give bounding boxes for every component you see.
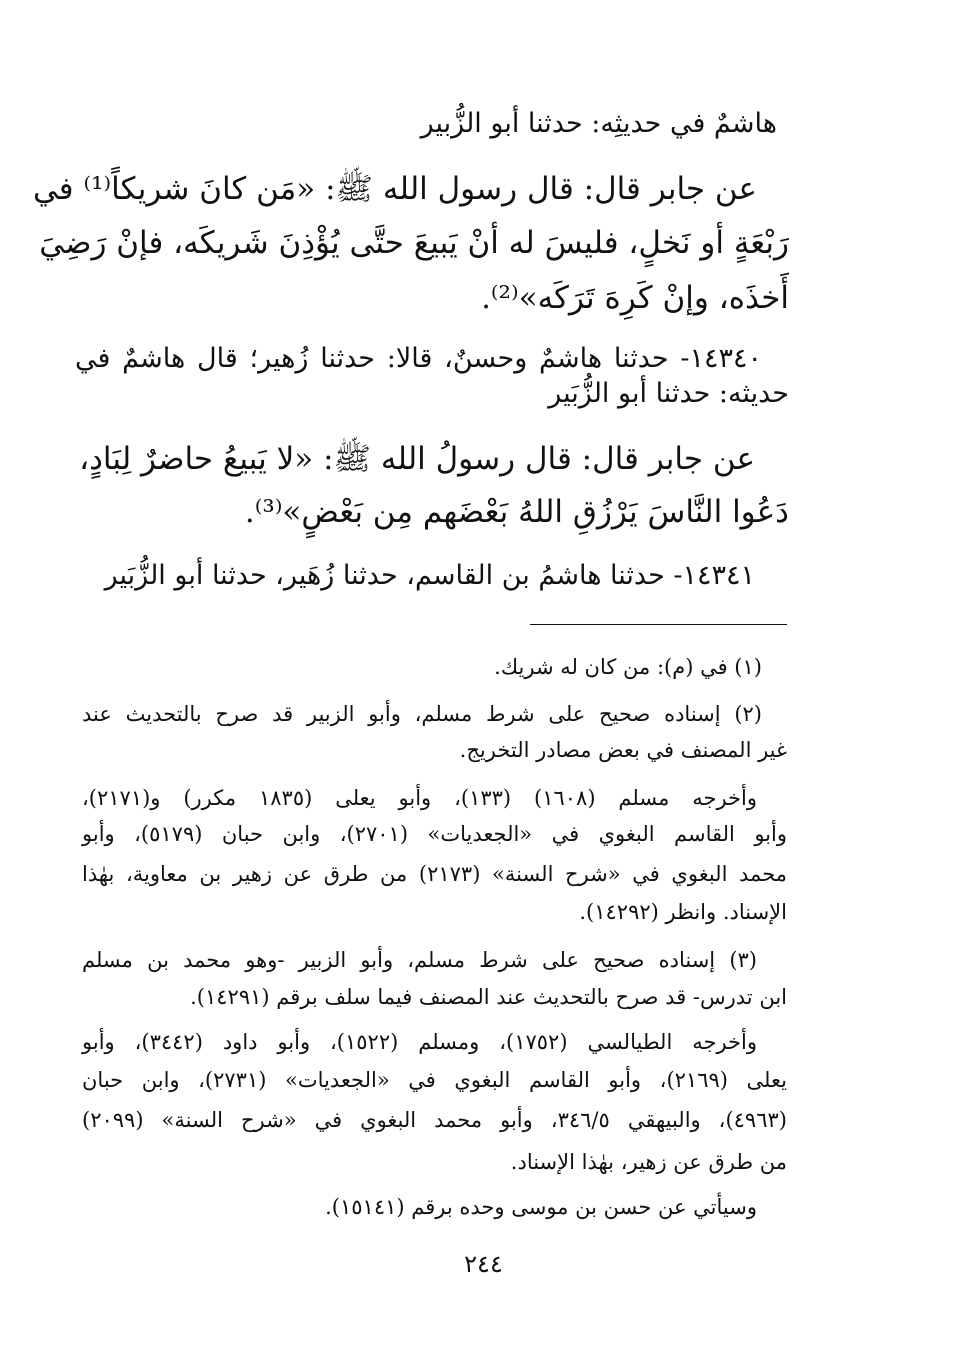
footnote-line: وأخرجه الطيالسي (١٧٥٢)، ومسلم (١٥٢٢)، وأبو داود (٣٤٤٢)، وأبو xyxy=(82,1030,757,1054)
footnote-line: غير المصنف في بعض مصادر التخريج. xyxy=(459,738,787,762)
page-number: ٢٤٤ xyxy=(464,1250,503,1278)
hadith-text-line: رَبْعَةٍ أو نَخلٍ، فليسَ له أنْ يَبيعَ حتَّى يُؤْذِنَ شَريكَه، فإنْ رَضِيَ xyxy=(39,225,789,261)
footnote-line: (٤٩٦٣)، والبيهقي ٣٤٦/٥، وأبو محمد البغوي في «شرح السنة» (٢٠٩٩) xyxy=(82,1108,787,1132)
footnote-line: ابن تدرس- قد صرح بالتحديث عند المصنف فيما سلف برقم (١٤٢٩١). xyxy=(190,985,787,1009)
isnad-line: حديثه: حدثنا أبو الزُّبَير xyxy=(548,378,789,409)
isnad-line: ١٤٣٤٠- حدثنا هاشمٌ وحسنٌ، قالا: حدثنا زُهير؛ قال هاشمٌ في xyxy=(75,343,762,374)
footnote-line: محمد البغوي في «شرح السنة» (٢١٧٣) من طرق عن زهير بن معاوية، بهٰذا xyxy=(82,862,787,886)
hadith-text-line: أَخذَه، وإنْ كَرِهَ تَرَكَه»⁽²⁾. xyxy=(481,280,789,316)
hadith-text-line: عن جابر قال: قال رسولُ الله ﷺ: «لا يَبيعُ حاضرٌ لِبَادٍ، xyxy=(79,441,755,477)
footnote-line: (١) في (م): من كان له شريك. xyxy=(494,655,762,679)
footnote-line: يعلى (٢١٦٩)، وأبو القاسم البغوي في «الجعديات» (٢٧٣١)، وابن حبان xyxy=(82,1068,787,1092)
isnad-line: ١٤٣٤١- حدثنا هاشمُ بن القاسم، حدثنا زُهَير، حدثنا أبو الزُّبَير xyxy=(104,560,755,591)
footnote-line: الإسناد. وانظر (١٤٢٩٢). xyxy=(579,900,787,924)
body-line-1: هاشمٌ في حديثِه: حدثنا أبو الزُّبير xyxy=(420,108,777,139)
footnote-line: (٢) إسناده صحيح على شرط مسلم، وأبو الزبير قد صرح بالتحديث عند xyxy=(82,702,762,726)
footnote-separator xyxy=(530,624,787,625)
hadith-text-line: دَعُوا النَّاسَ يَرْزُقِ اللهُ بَعْضَهم مِن بَعْضٍ»⁽³⁾. xyxy=(244,494,789,530)
footnote-line: (٣) إسناده صحيح على شرط مسلم، وأبو الزبير -وهو محمد بن مسلم xyxy=(82,948,757,972)
footnote-line: وأخرجه مسلم (١٦٠٨) (١٣٣)، وأبو يعلى (١٨٣٥ مكرر) و(٢١٧١)، xyxy=(82,786,757,810)
footnote-line: وأبو القاسم البغوي في «الجعديات» (٢٧٠١)، وابن حبان (٥١٧٩)، وأبو xyxy=(82,822,787,846)
footnote-line: من طرق عن زهير، بهٰذا الإسناد. xyxy=(510,1150,787,1174)
hadith-text-line: عن جابر قال: قال رسول الله ﷺ: «مَن كانَ شريكاً⁽¹⁾ في xyxy=(32,171,757,207)
footnote-line: وسيأتي عن حسن بن موسى وحده برقم (١٥١٤١). xyxy=(325,1195,757,1219)
